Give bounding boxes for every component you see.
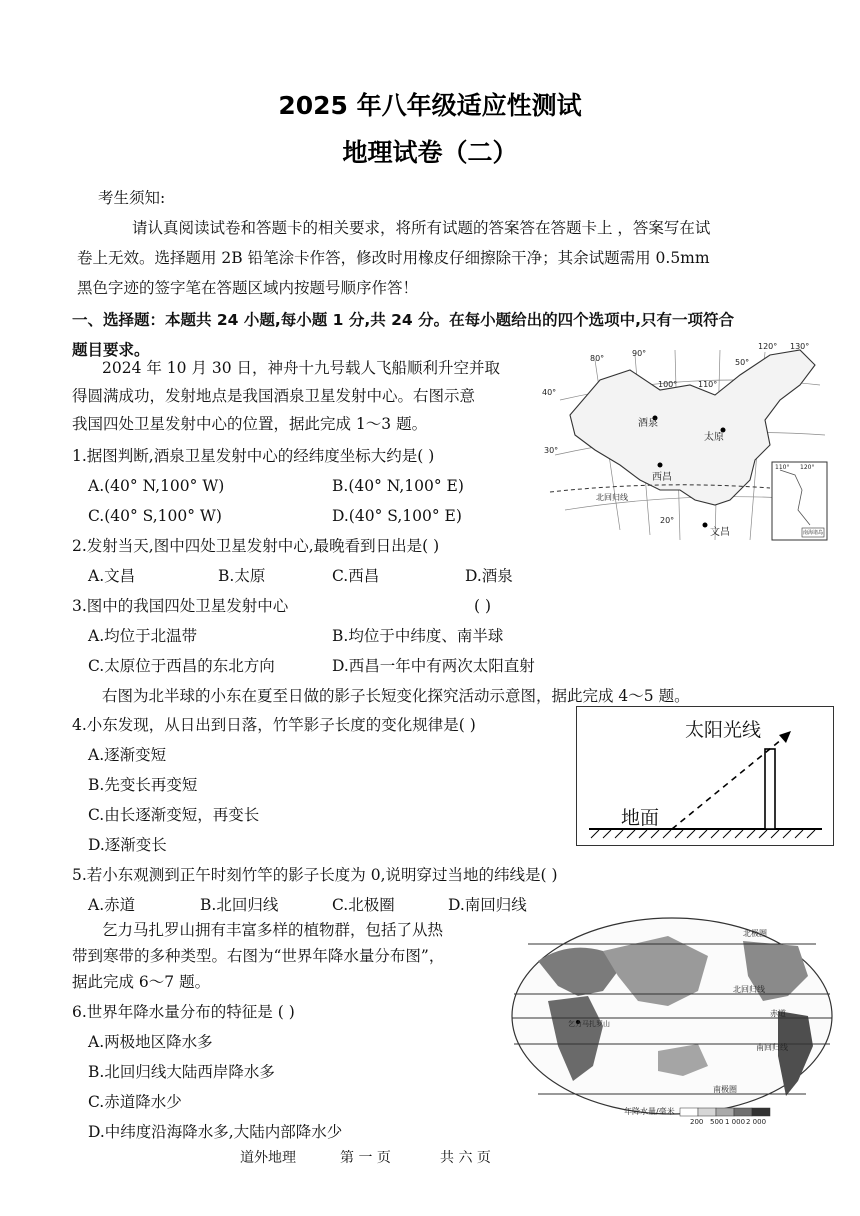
q6-option-a: A.两极地区降水多 bbox=[88, 1033, 213, 1051]
lat-label-20: 20° bbox=[660, 516, 675, 525]
q1-option-b: B.(40° N,100° E) bbox=[332, 477, 464, 495]
xichang-point bbox=[658, 463, 663, 468]
q2-option-c: C.西昌 bbox=[332, 567, 380, 585]
place-wenchang: 文昌 bbox=[710, 527, 730, 538]
legend-title: 年降水量/毫米 bbox=[624, 1107, 675, 1116]
q5-option-b: B.北回归线 bbox=[200, 896, 279, 914]
intro1-line-3: 我国四处卫星发射中心的位置，据此完成 1～3 题。 bbox=[72, 415, 428, 433]
place-jiuquan: 酒泉 bbox=[638, 418, 658, 429]
bamboo-pole bbox=[765, 749, 775, 829]
lat-label-30: 30° bbox=[544, 446, 559, 455]
lon-label-110: 110° bbox=[698, 380, 718, 389]
shadow-figure bbox=[576, 706, 834, 846]
q1-option-d: D.(40° S,100° E) bbox=[332, 507, 462, 525]
intro1-line-2: 得圆满成功，发射地点是我国酒泉卫星发射中心。右图示意 bbox=[72, 387, 476, 405]
label-tropic-cancer: 北回归线 bbox=[733, 985, 765, 994]
sun-ray-arrow bbox=[779, 731, 791, 743]
q6-stem: 6.世界年降水量分布的特征是 ( ) bbox=[72, 1003, 295, 1021]
q4-option-d: D.逐渐变长 bbox=[88, 836, 167, 854]
notice-line-1: 请认真阅读试卷和答题卡的相关要求，将所有试题的答案答在答题卡上 ，答案写在试 bbox=[132, 219, 711, 237]
section-heading-2: 题目要求。 bbox=[72, 341, 150, 359]
lon-label-100: 100° bbox=[658, 380, 678, 389]
page-title: 2025 年八年级适应性测试 bbox=[278, 91, 582, 120]
sun-ray-label: 太阳光线 bbox=[685, 719, 762, 741]
q6-option-b: B.北回归线大陆西岸降水多 bbox=[88, 1063, 275, 1081]
intro3-line-1: 乞力马扎罗山拥有丰富多样的植物群，包括了从热 bbox=[102, 921, 444, 939]
inset-label-110: 110° bbox=[775, 464, 790, 471]
lat-label-50: 50° bbox=[735, 358, 750, 367]
ground-label: 地面 bbox=[621, 807, 660, 829]
q2-option-b: B.太原 bbox=[218, 567, 266, 585]
lat-label-40: 40° bbox=[542, 388, 557, 397]
lon-label-90: 90° bbox=[632, 349, 647, 358]
tropic-label: 北回归线 bbox=[596, 493, 628, 502]
q3-option-b: B.均位于中纬度、南半球 bbox=[332, 627, 504, 645]
label-equator: 赤道 bbox=[770, 1009, 786, 1018]
q4-option-a: A.逐渐变短 bbox=[88, 746, 167, 764]
label-tropic-capricorn: 南回归线 bbox=[756, 1043, 788, 1052]
section-heading-1: 一、选择题：本题共 24 小题,每小题 1 分,共 24 分。在每小题给出的四个选项中,只有一项符合 bbox=[72, 311, 734, 329]
q3-option-a: A.均位于北温带 bbox=[88, 627, 198, 645]
q4-option-c: C.由长逐渐变短，再变长 bbox=[88, 806, 260, 824]
footer-page: 第 一 页 bbox=[340, 1150, 391, 1166]
legend-tick-500: 500 bbox=[710, 1118, 724, 1126]
label-kilimanjaro: 乞力马扎罗山 bbox=[568, 1020, 610, 1028]
q5-option-c: C.北极圈 bbox=[332, 896, 395, 914]
place-xichang: 西昌 bbox=[652, 472, 672, 483]
q5-option-a: A.赤道 bbox=[88, 896, 136, 914]
notice-line-2: 卷上无效。选择题用 2B 铅笔涂卡作答，修改时用橡皮仔细擦除干净；其余试题需用 0.5mm bbox=[77, 249, 710, 267]
q3-option-d: D.西昌一年中有两次太阳直射 bbox=[332, 657, 535, 675]
q6-option-d: D.中纬度沿海降水多,大陆内部降水少 bbox=[88, 1123, 343, 1141]
place-taiyuan: 太原 bbox=[704, 432, 724, 443]
label-antarctic-circle: 南极圈 bbox=[713, 1085, 737, 1094]
legend-tick-2000: 2 000 bbox=[746, 1118, 767, 1126]
legend-tick-200: 200 bbox=[690, 1118, 704, 1126]
q2-stem: 2.发射当天,图中四处卫星发射中心,最晚看到日出是( ) bbox=[72, 537, 440, 555]
q5-stem: 5.若小东观测到正午时刻竹竿的影子长度为 0,说明穿过当地的纬线是( ) bbox=[72, 866, 558, 884]
q1-stem: 1.据图判断,酒泉卫星发射中心的经纬度坐标大约是( ) bbox=[72, 447, 435, 465]
footer-total: 共 六 页 bbox=[440, 1150, 491, 1166]
lon-label-120: 120° bbox=[758, 342, 778, 351]
page-subtitle: 地理试卷（二） bbox=[342, 138, 518, 167]
q1-option-a: A.(40° N,100° W) bbox=[88, 477, 225, 495]
notice-line-3: 黑色字迹的签字笔在答题区域内按题号顺序作答！ bbox=[77, 279, 419, 297]
inset-label-south-sea: 南海诸岛 bbox=[803, 530, 824, 536]
q4-stem: 4.小东发现，从日出到日落，竹竿影子长度的变化规律是( ) bbox=[72, 716, 476, 734]
china-map-svg bbox=[540, 340, 835, 545]
footer-left: 道外地理 bbox=[240, 1150, 296, 1166]
lon-label-80: 80° bbox=[590, 354, 605, 363]
world-map-svg bbox=[508, 916, 836, 1132]
q1-option-c: C.(40° S,100° W) bbox=[88, 507, 222, 525]
legend-swatches bbox=[680, 1108, 770, 1116]
intro3-line-3: 据此完成 6～7 题。 bbox=[72, 973, 211, 991]
china-map-figure bbox=[540, 340, 835, 545]
q3-option-c: C.太原位于西昌的东北方向 bbox=[88, 657, 275, 675]
q5-option-d: D.南回归线 bbox=[448, 896, 527, 914]
q3-paren: ( ) bbox=[474, 597, 492, 615]
q2-option-a: A.文昌 bbox=[88, 567, 136, 585]
q2-option-d: D.酒泉 bbox=[465, 567, 513, 585]
inset-label-120: 120° bbox=[800, 464, 815, 471]
q3-stem: 3.图中的我国四处卫星发射中心 bbox=[72, 597, 289, 615]
notice-heading: 考生须知: bbox=[98, 189, 166, 207]
world-precip-map bbox=[508, 916, 836, 1132]
q4-option-b: B.先变长再变短 bbox=[88, 776, 198, 794]
q6-option-c: C.赤道降水少 bbox=[88, 1093, 182, 1111]
ground-hatch bbox=[591, 830, 815, 838]
lon-label-130: 130° bbox=[790, 342, 810, 351]
wenchang-point bbox=[703, 523, 708, 528]
intro3-line-2: 带到寒带的多种类型。右图为“世界年降水量分布图”， bbox=[72, 947, 445, 965]
intro2: 右图为北半球的小东在夏至日做的影子长短变化探究活动示意图，据此完成 4～5 题。 bbox=[102, 687, 690, 705]
intro1-line-1: 2024 年 10 月 30 日，神舟十九号载人飞船顺利升空并取 bbox=[102, 359, 501, 377]
legend-tick-1000: 1 000 bbox=[725, 1118, 746, 1126]
label-arctic-circle: 北极圈 bbox=[743, 929, 767, 938]
